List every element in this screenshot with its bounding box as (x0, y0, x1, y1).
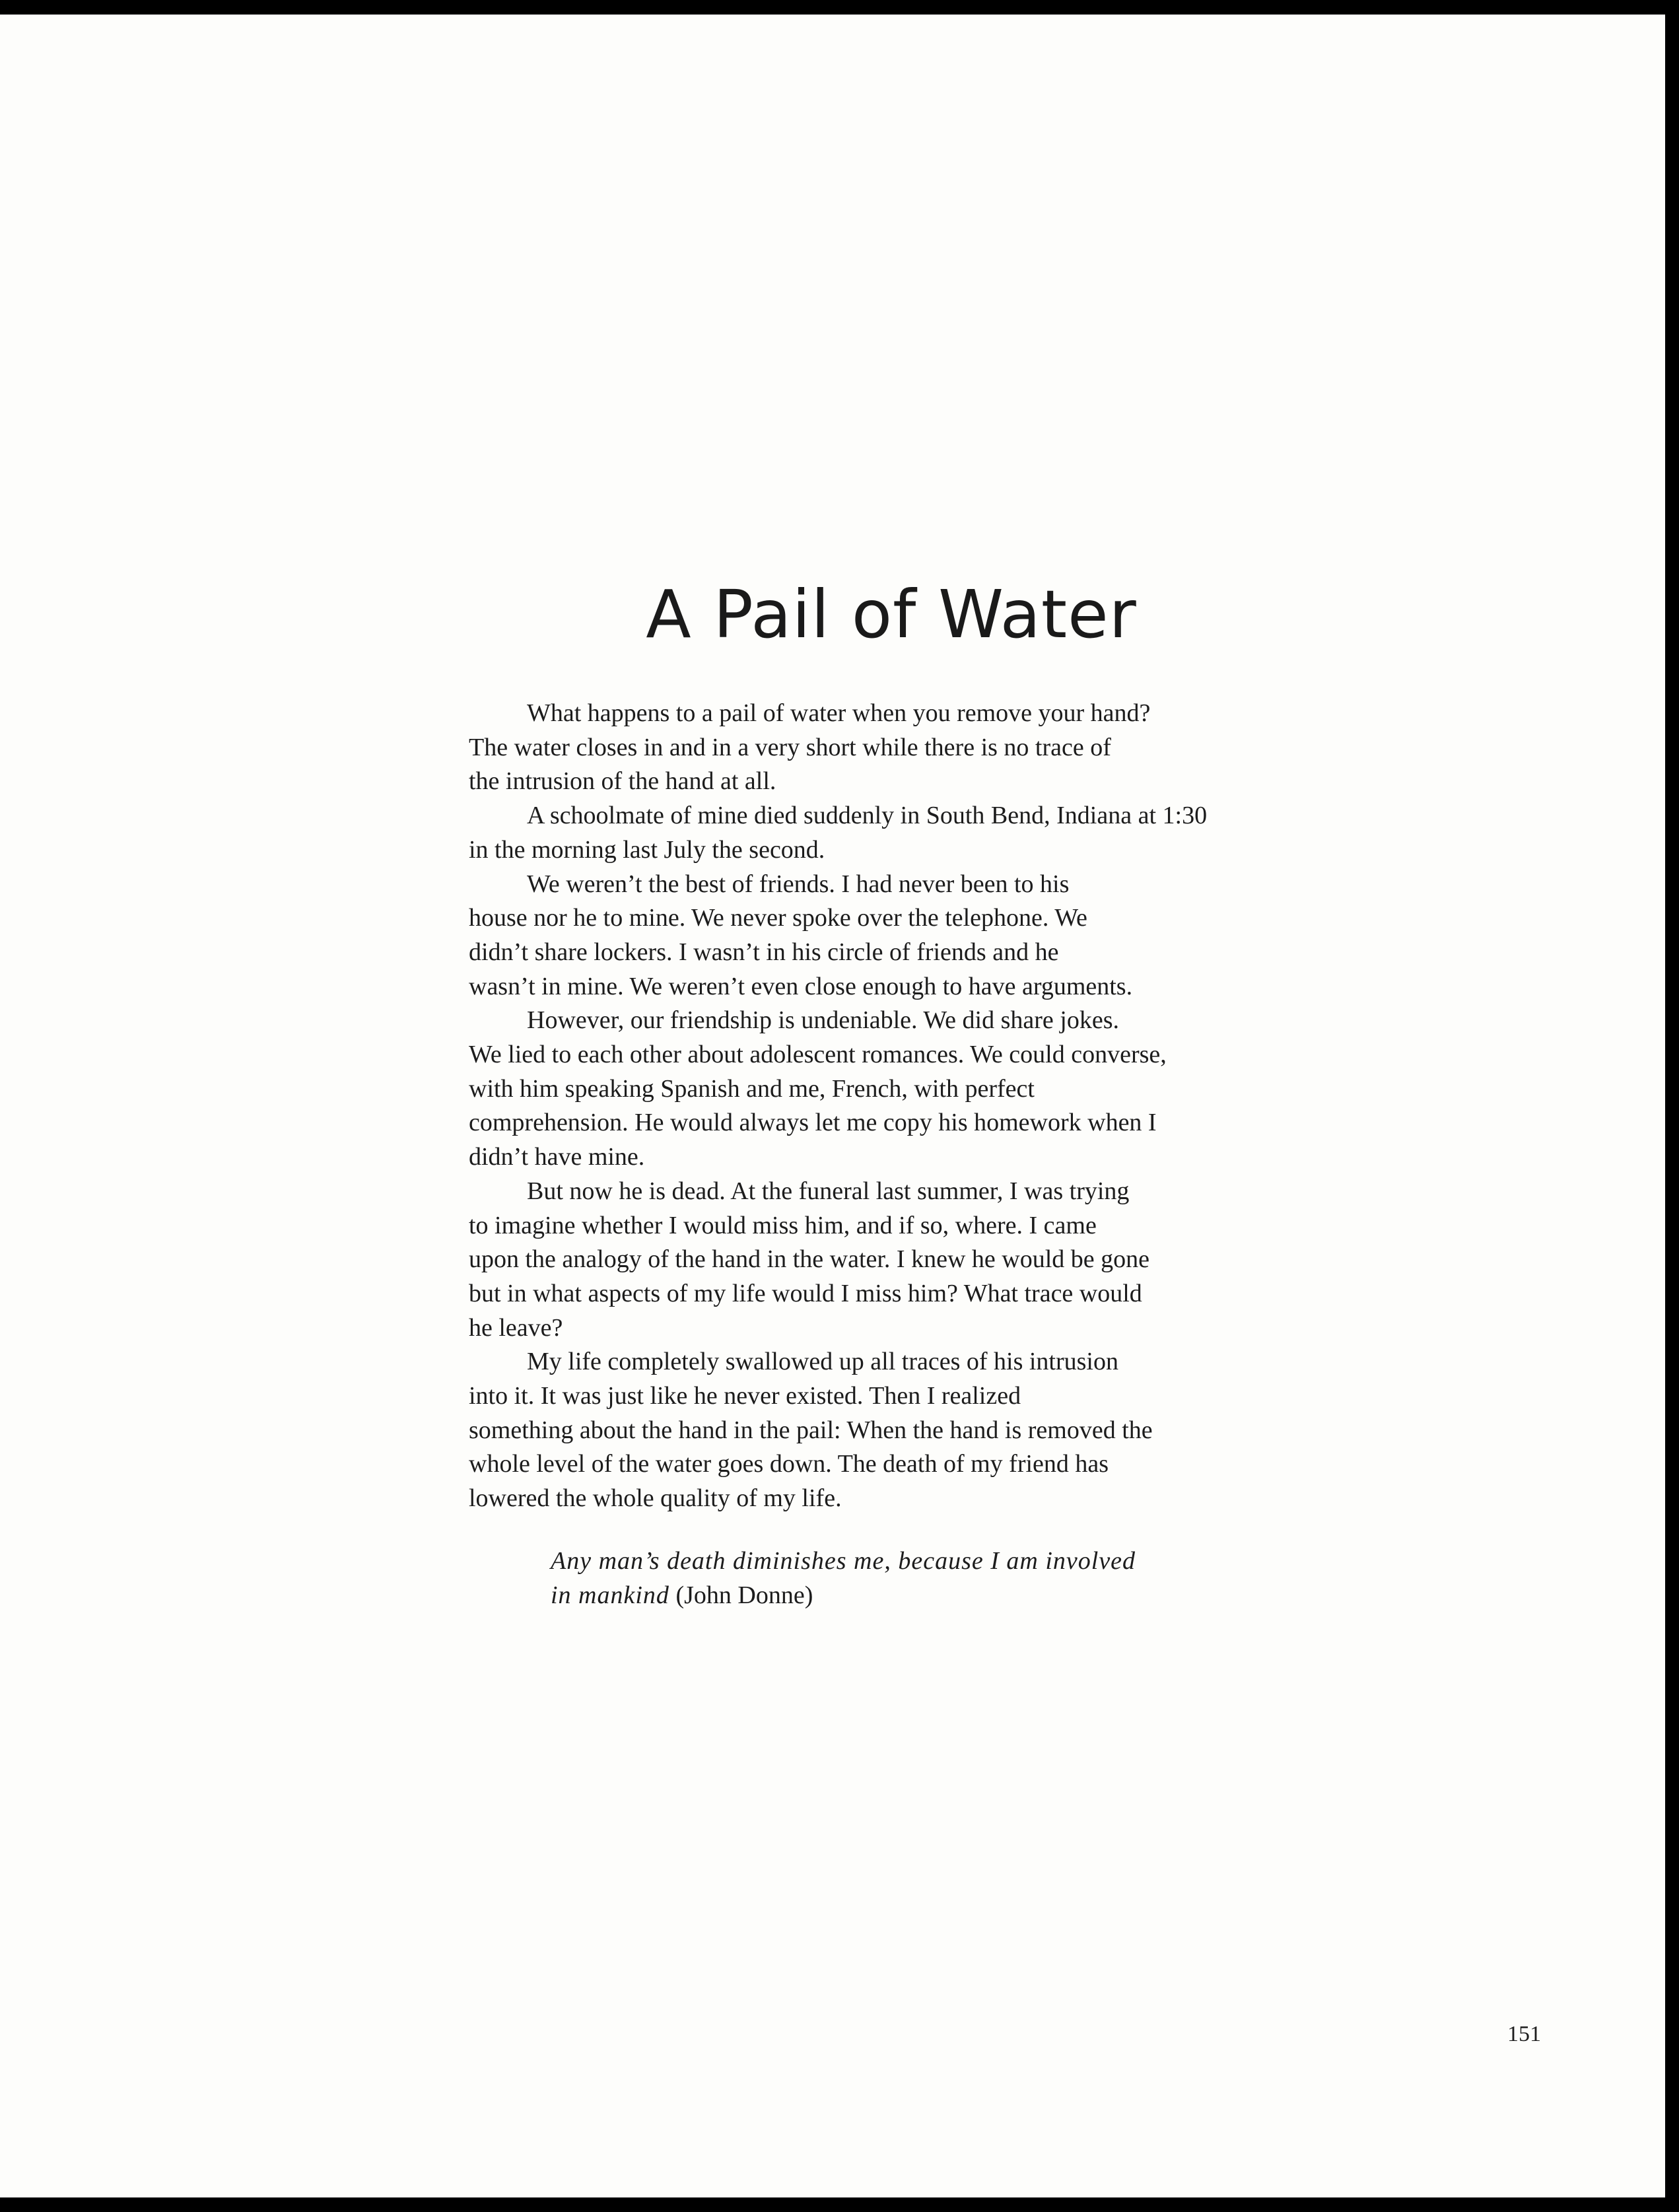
text-line: didn’t have mine. (469, 1143, 645, 1171)
quote-line (551, 1544, 1277, 1579)
quote-line (551, 1579, 1277, 1613)
closing-quote (551, 1544, 1277, 1612)
text-line: into it. It was just like he never existed. Then I realized (469, 1382, 1021, 1410)
text-line: he leave? (469, 1313, 563, 1342)
text-line: whole level of the water goes down. The death of my friend has (469, 1450, 1109, 1478)
text-line: comprehension. He would always let me copy his homework when I (469, 1109, 1157, 1137)
text-line: the intrusion of the hand at all. (469, 767, 776, 796)
essay-title: A Pail of Water (646, 576, 1137, 653)
text-line: My life completely swallowed up all traces of his intrusion (527, 1348, 1118, 1376)
text-line: However, our friendship is undeniable. We did share jokes. (527, 1006, 1119, 1035)
text-line: upon the analogy of the hand in the water. I knew he would be gone (469, 1245, 1149, 1274)
text-line: but in what aspects of my life would I miss him? What trace would (469, 1279, 1142, 1307)
text-line: A schoolmate of mine died suddenly in South Bend, Indiana at 1:30 (527, 802, 1208, 830)
text-line: wasn’t in mine. We weren’t even close enough to have arguments. (469, 972, 1133, 1000)
text-line: lowered the whole quality of my life. (469, 1484, 842, 1513)
text-line: We lied to each other about adolescent romances. We could converse, (469, 1041, 1167, 1069)
text-line: in the morning last July the second. (469, 835, 825, 864)
text-line: house nor he to mine. We never spoke over the telephone. We (469, 904, 1087, 932)
text-line: didn’t share lockers. I wasn’t in his circle of friends and he (469, 938, 1059, 966)
document-page (0, 15, 1665, 2197)
page-number: 151 (1507, 2022, 1541, 2046)
text-line: with him speaking Spanish and me, French, with perfect (469, 1074, 1035, 1103)
text-line: We weren’t the best of friends. I had never been to his (527, 870, 1070, 898)
essay-body (469, 697, 1327, 1516)
text-line: something about the hand in the pail: When the hand is removed the (469, 1416, 1153, 1444)
quote-text: Any man’s death diminishes me, because I am involved (551, 1547, 1136, 1575)
quote-attribution: (John Donne) (669, 1581, 813, 1609)
text-line: to imagine whether I would miss him, and if so, where. I came (469, 1211, 1097, 1239)
quote-text: in mankind (551, 1581, 669, 1609)
text-line: But now he is dead. At the funeral last summer, I was trying (527, 1177, 1130, 1205)
text-line: The water closes in and in a very short while there is no trace of (469, 733, 1111, 761)
text-line: What happens to a pail of water when you remove your hand? (527, 699, 1151, 727)
